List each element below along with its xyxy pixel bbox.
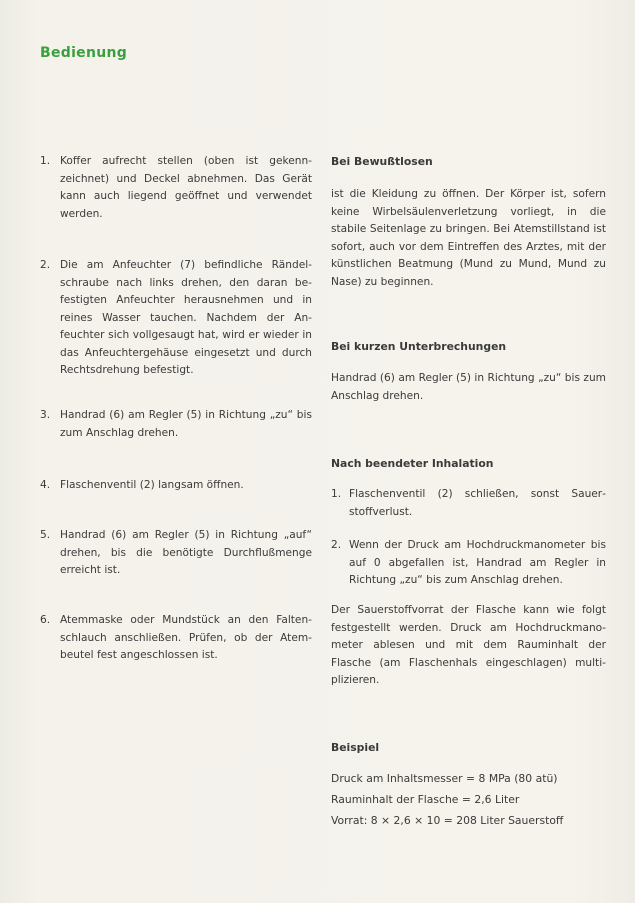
- list-item: [40, 612, 312, 665]
- example-line: Vorrat: 8 × 2,6 × 10 = 208 Liter Sauerstoff: [331, 814, 564, 827]
- paragraph-interruptions: Handrad (6) am Regler (5) in Richtung „zu“ bis zum Anschlag drehen.: [331, 372, 606, 402]
- example-line: Druck am Inhaltsmesser = 8 MPa (80 atü): [331, 772, 558, 785]
- item-text: Handrad (6) am Regler (5) in Richtung „zu“ bis zum Anschlag drehen.: [60, 409, 312, 439]
- item-text: Flaschenventil (2) langsam öffnen.: [60, 479, 244, 491]
- list-item: [40, 153, 312, 223]
- section-heading-unconscious: Bei Bewußtlosen: [331, 155, 433, 168]
- example-line: Rauminhalt der Flasche = 2,6 Liter: [331, 793, 520, 806]
- item-number: 1.: [40, 155, 51, 167]
- list-item: [40, 477, 312, 495]
- item-number: 2.: [331, 539, 342, 551]
- item-number: 4.: [40, 479, 51, 491]
- item-text: Koffer aufrecht stellen (oben ist gekennzeichnet) und Deckel abnehmen. Das Gerät kann auch liegend geöffnet und verwendet werden.: [60, 155, 312, 220]
- list-item: [331, 486, 606, 521]
- paragraph-unconscious: ist die Kleidung zu öffnen. Der Körper ist, sofern keine Wirbelsäulenverletzung vorliegt, in die stabile Seitenlage zu bringen. Bei Atemstillstand ist sofort, auch vor dem Eintreffen des Arztes, mit der künstlichen Beatmung (Mund zu Mund, Mund zu Nase) zu beginnen.: [331, 188, 606, 288]
- item-text: Flaschenventil (2) schließen, sonst Sauerstoffverlust.: [349, 488, 606, 518]
- section-heading-after-inhalation: Nach beendeter Inhalation: [331, 457, 494, 470]
- item-number: 3.: [40, 409, 51, 421]
- item-number: 6.: [40, 614, 51, 626]
- item-number: 5.: [40, 529, 51, 541]
- section-heading-interruptions: Bei kurzen Unterbrechungen: [331, 340, 507, 353]
- page-title: Bedienung: [40, 45, 128, 61]
- item-text: Wenn der Druck am Hochdruckmanometer bis auf 0 abgefallen ist, Handrad am Regler in Richtung „zu“ bis zum Anschlag drehen.: [349, 539, 606, 586]
- item-number: 1.: [331, 488, 342, 500]
- item-text: Handrad (6) am Regler (5) in Richtung „auf“ drehen, bis die benötigte Durchflußmenge erreicht ist.: [60, 529, 312, 576]
- section-heading-example: Beispiel: [331, 741, 380, 754]
- item-text: Die am Anfeuchter (7) befindliche Rändelschraube nach links drehen, den daran befestigten Anfeuchter herausnehmen und in reines Wasser tauchen. Nachdem der Anfeuchter sich vollgesaugt hat, wird er wieder in das Anfeuchtergehäuse eingesetzt und durch Rechtsdrehung befestigt.: [60, 259, 312, 376]
- list-item: [40, 257, 312, 380]
- list-item: [331, 537, 606, 590]
- paragraph-oxygen-supply: Der Sauerstoffvorrat der Flasche kann wie folgt festgestellt werden. Druck am Hochdruckmanometer ablesen und mit dem Rauminhalt der Flasche (am Flaschenhals eingeschlagen) multiplizieren.: [331, 604, 606, 686]
- list-item: [40, 407, 312, 442]
- list-item: [40, 527, 312, 580]
- item-number: 2.: [40, 259, 51, 271]
- item-text: Atemmaske oder Mundstück an den Faltenschlauch anschließen. Prüfen, ob der Atembeutel fest angeschlossen ist.: [60, 614, 312, 661]
